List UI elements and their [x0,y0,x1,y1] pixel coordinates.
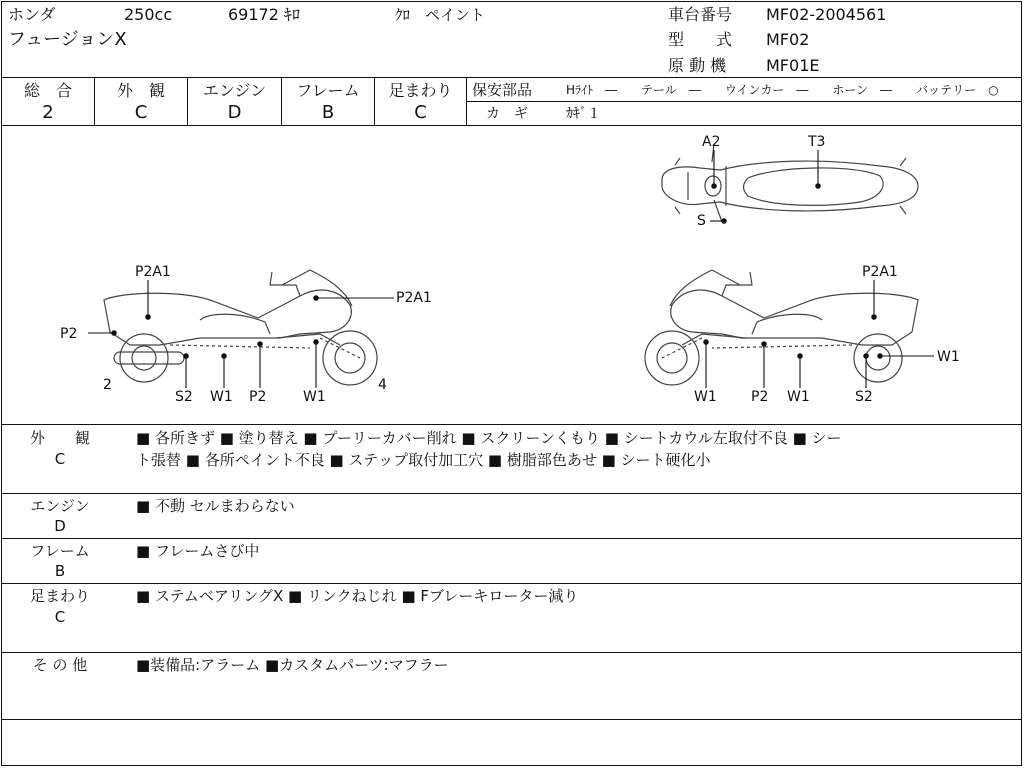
grid-line [1,652,1022,653]
diagram-label: P2A1 [862,264,898,280]
section-suspension-label: 足まわり [29,587,90,605]
engine-value: MF01E [766,56,820,75]
grade-label: 外 観 [116,81,165,100]
safety-label: 保安部品 [472,81,533,99]
paint: ｸﾛ ペイント [395,6,486,24]
diagram-label: P2 [751,389,769,405]
model-name: フュージョンX [8,29,127,50]
diagram-label: W1 [303,389,326,405]
section-suspension-line: ■ ステムベアリングX ■ リンクねじれ ■ Fブレーキローター減り [136,587,579,605]
diagram-label: 2 [103,377,112,393]
section-suspension-grade: C [54,608,66,626]
diagram-label: P2A1 [135,264,171,280]
grid-line [1,493,1022,494]
grid-line [1,538,1022,539]
grade-label: 総 合 [23,81,72,100]
grade-label: フレーム [296,81,360,100]
type-label: 型 式 [668,30,733,49]
grid-line [1,583,1022,584]
scooter-left-view [104,270,377,385]
grade-value: D [227,102,242,123]
grade-value: C [414,102,427,123]
section-frame-label: フレーム [30,542,90,560]
grid-line [1,424,1022,425]
frame-no-label: 車台番号 [668,5,733,24]
displacement: 250cc [124,5,173,24]
diagram-label: S2 [175,389,193,405]
diagram-label: 4 [378,377,387,393]
scooter-top-view [662,144,918,222]
frame-no: MF02-2004561 [766,5,887,24]
section-frame-line: ■ フレームさび中 [136,542,260,560]
diagram-label: W1 [787,389,810,405]
diagram-label: T3 [808,134,826,150]
diagram-label: W1 [210,389,233,405]
section-frame-grade: B [54,562,66,580]
grid-line [1,719,1022,720]
grade-value: C [134,102,148,123]
type-value: MF02 [766,30,810,49]
section-exterior-line: ■ 各所きず ■ 塗り替え ■ プーリーカバー削れ ■ スクリーンくもり ■ シートカウル左取付不良 ■ シー [136,429,842,447]
diagram-label: W1 [694,389,717,405]
section-other-label: そ の 他 [32,656,88,674]
diagram-label: A2 [702,134,721,150]
diagram-label: P2 [249,389,267,405]
grade-label: 足まわり [388,81,453,100]
section-other-line: ■装備品:アラーム ■カスタムパーツ:マフラー [136,656,449,674]
diagram-label: S2 [855,389,873,405]
grade-value: B [321,102,335,123]
section-engine-grade: D [54,517,66,535]
safety-items: Hﾗｲﾄ ― テール ― ウインカー ― ホーン ― バッテリー ○ [566,83,999,97]
section-exterior-grade: C [54,450,66,468]
key-label: カ ギ [486,106,528,122]
key-value: ｶｷﾞ１ [566,106,601,122]
section-engine-line: ■ 不動 セルまわらない [136,497,295,515]
diagram-label: P2A1 [396,290,432,306]
diagram-label: S [697,213,706,229]
section-engine-label: エンジン [30,497,90,515]
scooter-right-view [645,270,918,385]
section-exterior-line: ト張替 ■ 各所ペイント不良 ■ ステップ取付加工穴 ■ 樹脂部色あせ ■ シート硬化小 [136,451,711,469]
mileage: 69172 ｷﾛ [228,5,300,24]
diagram-label: W1 [937,349,960,365]
diagram-label: P2 [60,326,78,342]
maker: ホンダ [8,5,56,24]
engine-label: 原 動 機 [668,56,727,75]
grade-value: 2 [42,102,54,123]
section-exterior-label: 外 観 [29,429,90,447]
grade-label: エンジン [202,81,267,100]
